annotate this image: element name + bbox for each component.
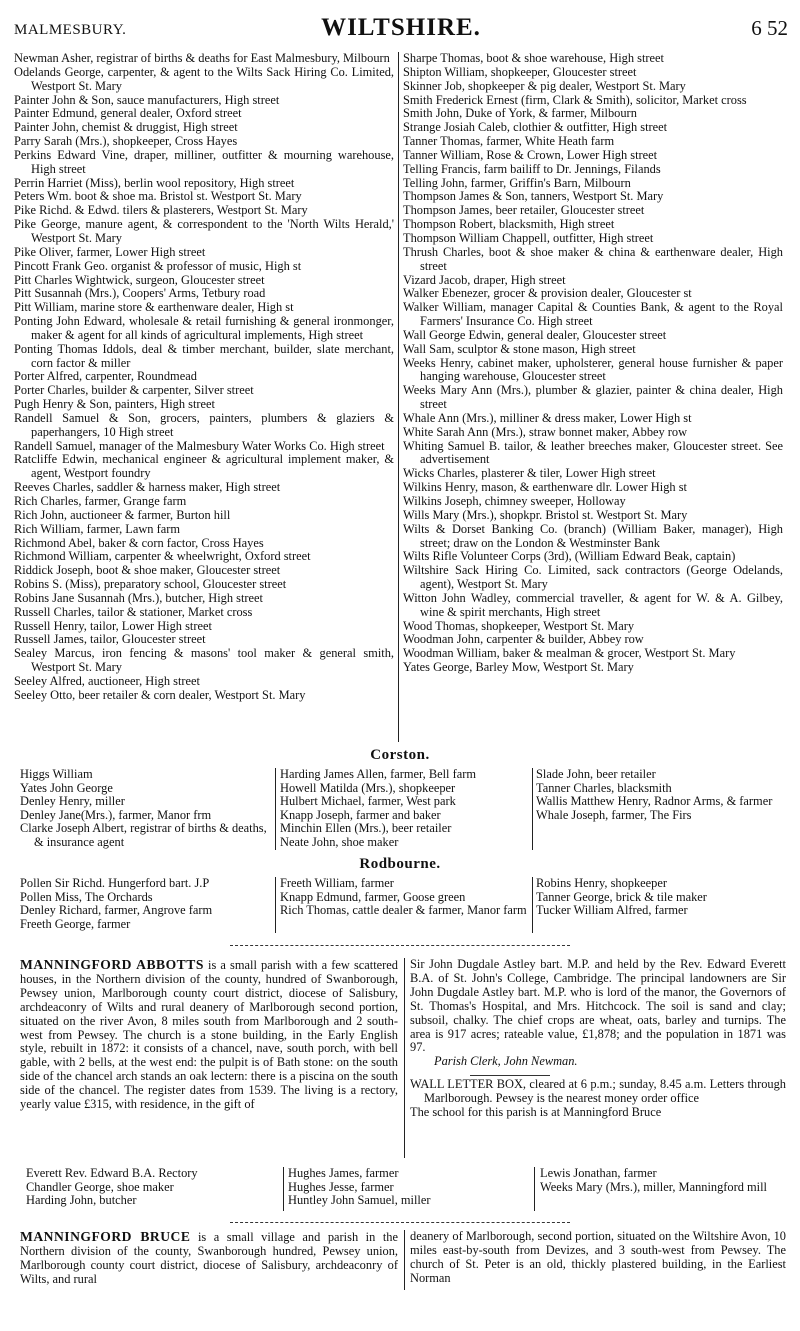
- directory-entry: Weeks Henry, cabinet maker, upholsterer, general house furnisher & paper hanging warehouse, Gloucester street: [403, 355, 783, 384]
- directory-entry: Perkins Edward Vine, draper, milliner, outfitter & mourning warehouse, High street: [14, 147, 394, 176]
- abbotts-column-2: [288, 1167, 528, 1208]
- directory-entry: Pincott Frank Geo. organist & professor of music, High st: [14, 258, 302, 273]
- directory-entry: Richmond William, carpenter & wheelwright, Oxford street: [14, 549, 311, 564]
- corston-column-2: [280, 768, 530, 850]
- directory-entry: Pitt Charles Wightwick, surgeon, Gloucester street: [14, 272, 265, 287]
- directory-entry: Denley Richard, farmer, Angrove farm: [20, 903, 213, 918]
- column-divider: [398, 52, 399, 742]
- directory-entry: Rich Thomas, cattle dealer & farmer, Manor farm: [280, 903, 527, 918]
- directory-entry: Knapp Edmund, farmer, Goose green: [280, 889, 466, 904]
- directory-entry: Rich John, auctioneer & farmer, Burton hill: [14, 507, 231, 522]
- directory-entry: Telling John, farmer, Griffin's Barn, Milbourn: [403, 175, 631, 190]
- manningford-abbotts-listing: [20, 1167, 790, 1213]
- directory-entry: Pollen Sir Richd. Hungerford bart. J.P: [20, 876, 210, 890]
- parish-name: MANNINGFORD BRUCE: [20, 1229, 191, 1244]
- column-divider: [532, 768, 533, 850]
- directory-entry: Wiltshire Sack Hiring Co. Limited, sack contractors (George Odelands, agent), Westport St. Mary: [403, 563, 783, 592]
- page-header: [14, 14, 788, 46]
- directory-entry: Shipton William, shopkeeper, Gloucester street: [403, 64, 637, 79]
- directory-entry: Peters Wm. boot & shoe ma. Bristol st. Westport St. Mary: [14, 189, 302, 204]
- directory-entry: Pollen Miss, The Orchards: [20, 889, 153, 904]
- directory-entry: Thrush Charles, boot & shoe maker & china & earthenware dealer, High street: [403, 244, 783, 273]
- directory-entry: Smith Frederick Ernest (firm, Clark & Smith), solicitor, Market cross: [403, 92, 747, 107]
- directory-entry: Wall Sam, sculptor & stone mason, High street: [403, 341, 636, 356]
- rodbourne-column-3: [536, 877, 790, 918]
- running-head-place: MALMESBURY.: [14, 22, 127, 38]
- directory-entry: Wilts & Dorset Banking Co. (branch) (William Baker, manager), High street; draw on the London & Westminster Bank: [403, 521, 783, 550]
- directory-entry: Rich Charles, farmer, Grange farm: [14, 494, 187, 508]
- directory-entry: Tucker William Alfred, farmer: [536, 903, 688, 918]
- manningford-abbotts-description-left: [20, 958, 398, 1112]
- directory-entry: Ponting John Edward, wholesale & retail furnishing & general ironmonger, maker & agent for all kinds of agricultural implements, High street: [14, 314, 394, 342]
- column-divider: [532, 877, 533, 933]
- directory-entry: Slade John, beer retailer: [536, 767, 656, 781]
- directory-entry: Thompson James & Son, tanners, Westport St. Mary: [403, 189, 664, 204]
- directory-entry: Lewis Jonathan, farmer: [540, 1166, 657, 1180]
- parish-text: is a small parish with a few scattered houses, in the Northern division of the county, hundred of Swanborough, Pewsey union, Marlborough county court district, diocese of Salisbury, archdeaconry of Wilts and rural deanery of Marlborough second portion, situated on the river Avon, 8 miles south from Marlborough and 2 south-west from Pewsey. The church is a stone building, in the Early English style, rebuilt in 1872: it consists of a chancel, nave, south porch, with bell gable, with 2 bells, at the west end: the pulpit is of Bath stone: on the south side of the chancel arch stands an oak lectern: there is a piscina on the south side of the chancel. The register dates from 1539. The living is a rectory, yearly value £315, with residence, in the gift of: [20, 958, 398, 1112]
- parish-clerk: Parish Clerk, John Newman.: [434, 1054, 578, 1069]
- directory-entry: Tanner William, Rose & Crown, Lower High street: [403, 147, 658, 162]
- directory-entry: Telling Francis, farm bailiff to Dr. Jennings, Filands: [403, 161, 661, 176]
- directory-entry: Higgs William: [20, 767, 93, 781]
- short-rule: [470, 1075, 550, 1076]
- directory-entry: White Sarah Ann (Mrs.), straw bonnet maker, Abbey row: [403, 424, 688, 439]
- column-divider: [275, 877, 276, 933]
- directory-entry: Reeves Charles, saddler & harness maker, High street: [14, 480, 281, 495]
- directory-entry: Thompson Robert, blacksmith, High street: [403, 217, 615, 232]
- directory-entry: Whiting Samuel B. tailor, & leather breeches maker, Gloucester street. See advertisement: [403, 438, 783, 467]
- directory-entry: Wood Thomas, shopkeeper, Westport St. Mary: [403, 618, 635, 633]
- directory-entry: Minchin Ellen (Mrs.), beer retailer: [280, 821, 452, 836]
- directory-entry: Hughes James, farmer: [288, 1166, 399, 1180]
- rodbourne-column-2: [280, 877, 530, 918]
- corston-column-3: [536, 768, 790, 822]
- directory-entry: Parry Sarah (Mrs.), shopkeeper, Cross Hayes: [14, 134, 238, 149]
- directory-entry: Tanner Charles, blacksmith: [536, 780, 672, 795]
- directory-entry: Robins S. (Miss), preparatory school, Gloucester street: [14, 577, 287, 592]
- directory-entry: Weeks Mary (Mrs.), miller, Manningford mill: [540, 1179, 767, 1194]
- directory-entry: Harding John, butcher: [26, 1193, 137, 1208]
- section-separator: [230, 1222, 570, 1223]
- running-head-county: WILTSHIRE.: [321, 14, 481, 41]
- directory-entry: Yates George, Barley Mow, Westport St. Mary: [403, 660, 634, 675]
- directory-entry: Perrin Harriet (Miss), berlin wool repository, High street: [14, 175, 295, 190]
- directory-entry: Ponting Thomas Iddols, deal & timber merchant, builder, slate merchant, corn factor & miller: [14, 341, 394, 370]
- section-separator: [230, 945, 570, 946]
- directory-entry: Hughes Jesse, farmer: [288, 1179, 394, 1194]
- corston-listing: [20, 768, 790, 852]
- column-divider: [275, 768, 276, 850]
- directory-entry: Russell Henry, tailor, Lower High street: [14, 618, 212, 633]
- directory-entry: Huntley John Samuel, miller: [288, 1193, 431, 1208]
- directory-entry: Sharpe Thomas, boot & shoe warehouse, High street: [403, 51, 664, 65]
- directory-entry: Freeth George, farmer: [20, 916, 131, 931]
- directory-entry: Harding James Allen, farmer, Bell farm: [280, 767, 476, 781]
- directory-entry: Neate John, shoe maker: [280, 834, 399, 849]
- directory-entry: Painter John, chemist & druggist, High street: [14, 120, 238, 135]
- column-divider: [404, 958, 405, 1158]
- directory-entry: Randell Samuel & Son, grocers, painters, plumbers & glaziers & paperhangers, 10 High street: [14, 410, 394, 439]
- directory-entry: Wall George Edwin, general dealer, Gloucester street: [403, 327, 667, 342]
- directory-entry: Tanner George, brick & tile maker: [536, 889, 707, 904]
- column-divider: [283, 1167, 284, 1211]
- directory-entry: Pugh Henry & Son, painters, High street: [14, 397, 215, 412]
- directory-entry: Painter Edmund, general dealer, Oxford street: [14, 106, 242, 121]
- section-title-corston: Corston.: [370, 747, 430, 763]
- directory-entry: Denley Henry, miller: [20, 794, 125, 809]
- directory-entry: Porter Alfred, carpenter, Roundmead: [14, 369, 197, 384]
- directory-entry: Porter Charles, builder & carpenter, Silver street: [14, 383, 254, 398]
- directory-entry: Freeth William, farmer: [280, 876, 394, 890]
- abbotts-column-1: [26, 1167, 276, 1208]
- directory-entry: Hulbert Michael, farmer, West park: [280, 794, 456, 809]
- directory-entry: Russell Charles, tailor & stationer, Market cross: [14, 604, 253, 619]
- directory-entry: Rich William, farmer, Lawn farm: [14, 521, 180, 536]
- directory-entry: Wicks Charles, plasterer & tiler, Lower High street: [403, 466, 656, 481]
- page-number: 6 52: [751, 16, 788, 40]
- corston-column-1: [20, 768, 272, 850]
- directory-entry: Randell Samuel, manager of the Malmesbury Water Works Co. High street: [14, 438, 385, 453]
- directory-entry: Whale Joseph, farmer, The Firs: [536, 807, 692, 822]
- directory-entry: Pike Oliver, farmer, Lower High street: [14, 244, 206, 259]
- directory-entry: Richmond Abel, baker & corn factor, Cross Hayes: [14, 535, 264, 550]
- directory-entry: Strange Josiah Caleb, clothier & outfitter, High street: [403, 120, 668, 135]
- directory-entry: Clarke Joseph Albert, registrar of births & deaths, & insurance agent: [20, 821, 267, 849]
- directory-entry: Pike Richd. & Edwd. tilers & plasterers, Westport St. Mary: [14, 203, 308, 218]
- directory-entry: Whale Ann (Mrs.), milliner & dress maker, Lower High st: [403, 410, 692, 425]
- directory-entry: Skinner Job, shopkeeper & pig dealer, Westport St. Mary: [403, 78, 686, 93]
- directory-entry: Robins Jane Susannah (Mrs.), butcher, High street: [14, 590, 263, 605]
- school-note: The school for this parish is at Manningford Bruce: [410, 1105, 662, 1120]
- directory-entry: Wills Mary (Mrs.), shopkpr. Bristol st. Westport St. Mary: [403, 507, 688, 522]
- directory-entry: Howell Matilda (Mrs.), shopkeeper: [280, 780, 456, 795]
- parish-text-continued: Sir John Dugdale Astley bart. M.P. and held by the Rev. Edward Everett B.A. of St. John's College, Cambridge. The principal landowners are Sir John Dugdale Astley bart. M.P. who is lord of the manor, the Governors of St. Thomas's Hospital, and Mrs. Hitchcock. The soil is sand and clay; subsoil, chalky. The chief crops are wheat, oats, barley and turnips. The area is 917 acres; rateable value, £1,878; and the population in 1871 was 97.: [410, 957, 786, 1055]
- rodbourne-listing: [20, 877, 790, 935]
- manningford-abbotts-description-right: [410, 958, 786, 1120]
- directory-entry: Woodman John, carpenter & builder, Abbey row: [403, 632, 644, 647]
- directory-entry: Odelands George, carpenter, & agent to the Wilts Sack Hiring Co. Limited, Westport St. Mary: [14, 64, 394, 93]
- directory-entry: Weeks Mary Ann (Mrs.), plumber & glazier, painter & china dealer, High street: [403, 383, 783, 412]
- parish-name: MANNINGFORD ABBOTTS: [20, 957, 204, 972]
- directory-entry: Thompson James, beer retailer, Gloucester street: [403, 203, 645, 218]
- directory-entry: Seeley Alfred, auctioneer, High street: [14, 673, 200, 688]
- wall-letter-box: WALL LETTER BOX, cleared at 6 p.m.; sunday, 8.45 a.m. Letters through Marlborough. Pewsey is the nearest money order office: [410, 1077, 786, 1106]
- abbotts-column-3: [540, 1167, 790, 1194]
- directory-entry: Everett Rev. Edward B.A. Rectory: [26, 1166, 198, 1180]
- directory-column-left: [14, 52, 394, 703]
- directory-entry: Pike George, manure agent, & correspondent to the 'North Wilts Herald,' Westport St. Mary: [14, 217, 394, 245]
- directory-entry: Wilkins Joseph, chimney sweeper, Holloway: [403, 494, 626, 508]
- directory-entry: Walker Ebenezer, grocer & provision dealer, Gloucester st: [403, 286, 692, 301]
- directory-entry: Robins Henry, shopkeeper: [536, 876, 667, 890]
- rodbourne-column-1: [20, 877, 272, 931]
- parish-text-continued: deanery of Marlborough, second portion, situated on the Wiltshire Avon, 10 miles east-by-south from Devizes, and 3 south-west from Pewsey. The church of St. Peter is an old, thickly plastered building, in the Earliest Norman: [410, 1229, 786, 1285]
- directory-entry: Pitt William, marine store & earthenware dealer, High st: [14, 300, 294, 315]
- directory-entry: Newman Asher, registrar of births & deaths for East Malmesbury, Milbourn: [14, 51, 390, 65]
- directory-entry: Denley Jane(Mrs.), farmer, Manor frm: [20, 807, 212, 822]
- directory-entry: Wilts Rifle Volunteer Corps (3rd), (William Edward Beak, captain): [403, 549, 736, 564]
- directory-entry: Painter John & Son, sauce manufacturers, High street: [14, 92, 280, 107]
- directory-entry: Knapp Joseph, farmer and baker: [280, 807, 441, 822]
- column-divider: [404, 1230, 405, 1290]
- directory-entry: Walker William, manager Capital & Counties Bank, & agent to the Royal Farmers' Insurance Co. High street: [403, 300, 783, 329]
- directory-entry: Russell James, tailor, Gloucester street: [14, 632, 206, 647]
- directory-entry: Wilkins Henry, mason, & earthenware dlr. Lower High st: [403, 480, 687, 495]
- section-title-rodbourne: Rodbourne.: [359, 856, 441, 872]
- directory-entry: Yates John George: [20, 780, 113, 795]
- parish-text: is a small village and parish in the Northern division of the county, Swanborough hundred, Pewsey union, Marlborough county court district, diocese of Salisbury, archdeaconry of Wilts, and rural: [20, 1230, 398, 1286]
- directory-entry: Smith John, Duke of York, & farmer, Milbourn: [403, 106, 637, 121]
- directory-entry: Witton John Wadley, commercial traveller, & agent for W. & A. Gilbey, wine & spirit merchants, High street: [403, 590, 783, 619]
- directory-entry: Sealey Marcus, iron fencing & masons' tool maker & general smith, Westport St. Mary: [14, 646, 394, 675]
- manningford-bruce-description-right: [410, 1230, 786, 1286]
- directory-entry: Ratcliffe Edwin, mechanical engineer & agricultural implement maker, & agent, Westport foundry: [14, 452, 394, 481]
- directory-entry: Wallis Matthew Henry, Radnor Arms, & farmer: [536, 794, 773, 809]
- directory-entry: Seeley Otto, beer retailer & corn dealer, Westport St. Mary: [14, 687, 306, 702]
- directory-entry: Thompson William Chappell, outfitter, High street: [403, 230, 654, 245]
- directory-entry: Chandler George, shoe maker: [26, 1179, 174, 1194]
- directory-entry: Riddick Joseph, boot & shoe maker, Gloucester street: [14, 563, 281, 578]
- directory-entry: Woodman William, baker & mealman & grocer, Westport St. Mary: [403, 646, 736, 661]
- column-divider: [534, 1167, 535, 1211]
- directory-entry: Vizard Jacob, draper, High street: [403, 272, 566, 287]
- directory-column-right: [403, 52, 783, 675]
- directory-entry: Pitt Susannah (Mrs.), Coopers' Arms, Tetbury road: [14, 286, 266, 301]
- manningford-bruce-description-left: [20, 1230, 398, 1287]
- directory-entry: Tanner Thomas, farmer, White Heath farm: [403, 134, 615, 149]
